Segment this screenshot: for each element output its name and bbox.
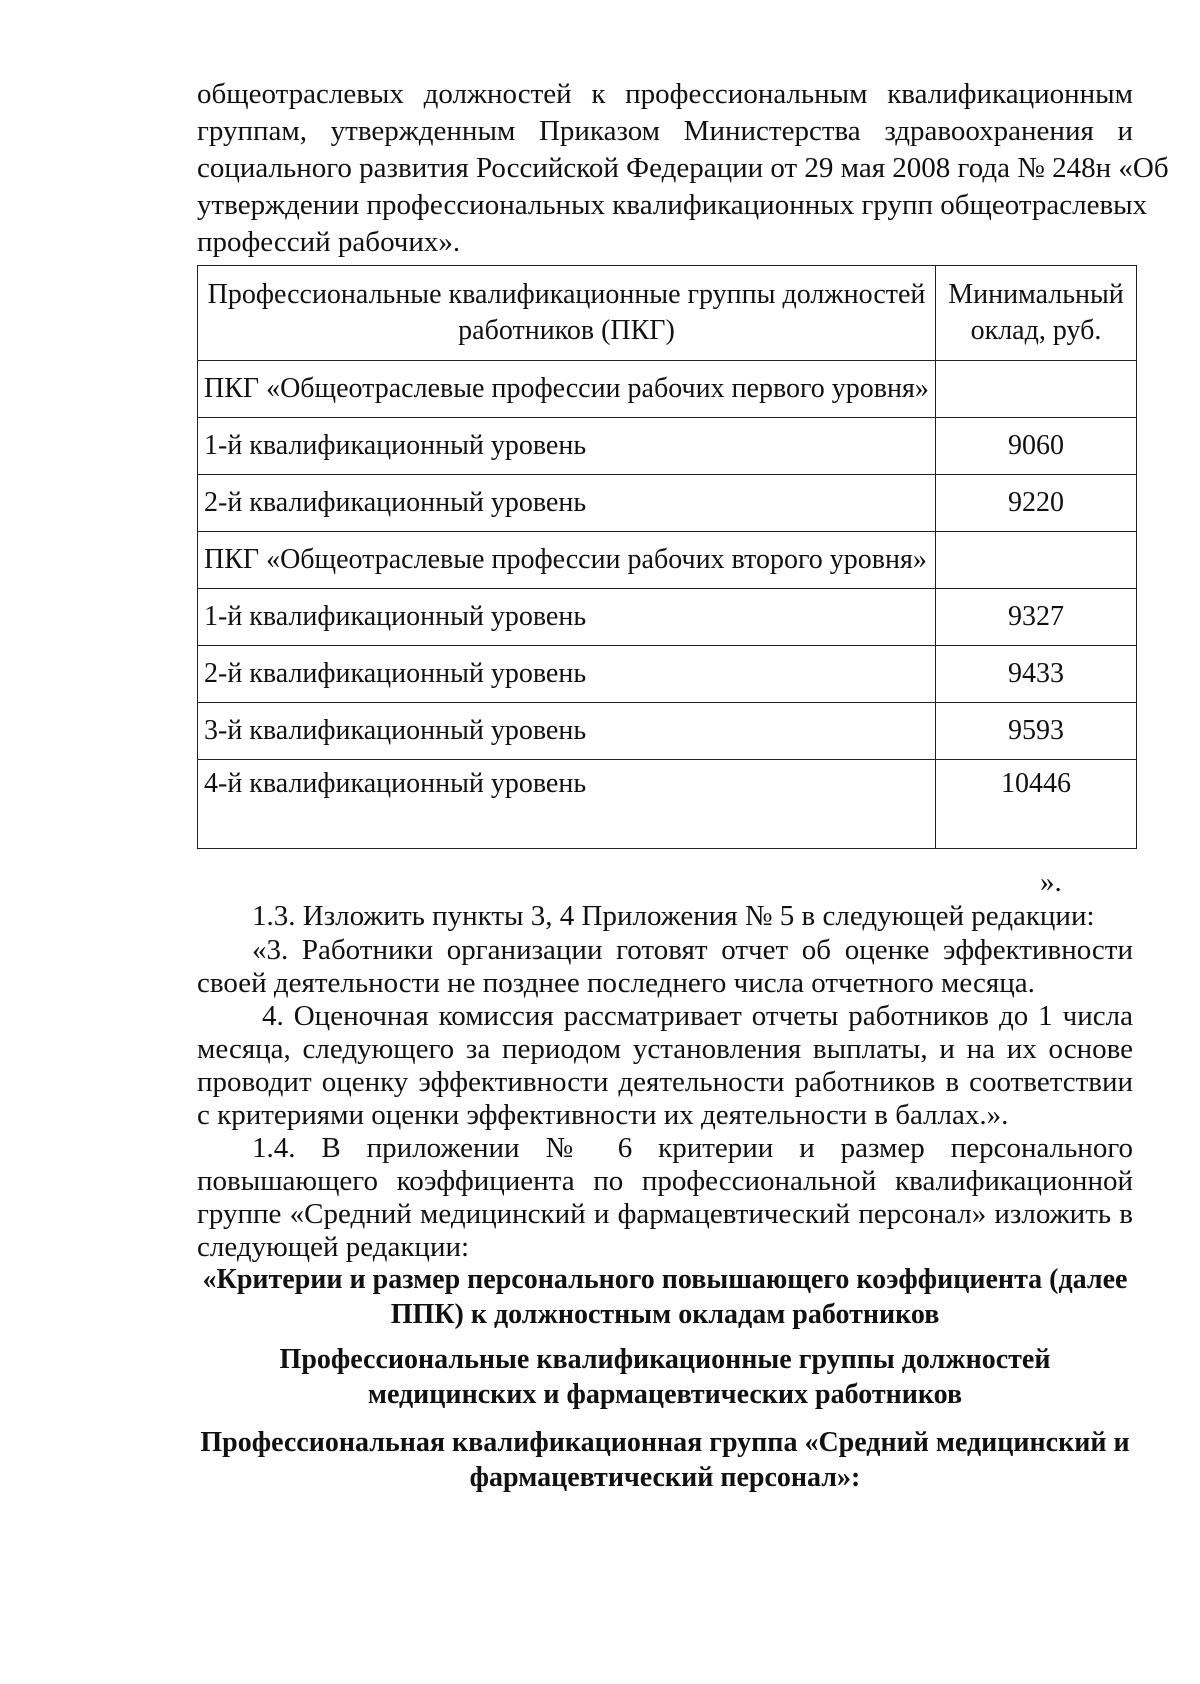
pkg-nursing-title: Профессиональная квалификационная группа «Средний медицинский и фармацевтический персонал»: <box>200 1427 1130 1493</box>
closing-quote: ». <box>1040 866 1062 898</box>
row-name: ПКГ «Общеотраслевые профессии рабочих второго уровня» <box>198 532 936 589</box>
row-value: 9327 <box>936 589 1137 646</box>
intro-line: профессий рабочих». <box>197 226 461 258</box>
intro-paragraph <box>197 76 1169 261</box>
table-row <box>198 646 1137 703</box>
intro-line: утверждении профессиональных квалификационных групп общеотраслевых <box>197 189 1148 221</box>
row-value: 10446 <box>936 760 1137 849</box>
paragraph-3: «3. Работники организации готовят отчет об оценке эффективности своей деятельности не позднее последнего числа отчетного месяца. <box>197 934 1133 999</box>
intro-line: социального развития Российской Федерации от 29 мая 2008 года № 248н «Об <box>197 152 1169 184</box>
pkg-medical-title: Профессиональные квалификационные группы должностей медицинских и фармацевтических работников <box>279 1344 1051 1410</box>
criteria-title: «Критерии и размер персонального повышающего коэффициента (далее ППК) к должностным окладам работников <box>202 1264 1128 1330</box>
paragraph-1-4: 1.4. В приложении № 6 критерии и размер персонального повышающего коэффициента по профессиональной квалификационной группе «Средний медицинский и фармацевтический персонал» изложить в следующей редакции: <box>197 1132 1133 1263</box>
header-pkg-column: Профессиональные квалификационные группы должностей работников (ПКГ) <box>198 266 936 361</box>
table-row <box>198 418 1137 475</box>
table-row <box>198 361 1137 418</box>
table-row <box>198 532 1137 589</box>
paragraph-4: 4. Оценочная комиссия рассматривает отчеты работников до 1 числа месяца, следующего за периодом установления выплаты, и на их основе проводит оценку эффективности деятельности работников в соответствии с критериями оценки эффективности их деятельности в баллах.». <box>197 1000 1133 1131</box>
row-value <box>936 532 1137 589</box>
row-name: ПКГ «Общеотраслевые профессии рабочих первого уровня» <box>198 361 936 418</box>
paragraph-1-3: 1.3. Изложить пункты 3, 4 Приложения № 5 в следующей редакции: <box>252 900 1095 932</box>
row-name: 2-й квалификационный уровень <box>198 475 936 532</box>
row-name: 3-й квалификационный уровень <box>198 703 936 760</box>
intro-line: группам, утвержденным Приказом Министерства здравоохранения и <box>197 115 1133 147</box>
table-row <box>198 475 1137 532</box>
salary-table <box>197 265 1137 849</box>
header-salary-column: Минимальный оклад, руб. <box>936 266 1137 361</box>
table-row <box>198 760 1137 849</box>
row-value: 9220 <box>936 475 1137 532</box>
table-row <box>198 703 1137 760</box>
row-name: 1-й квалификационный уровень <box>198 589 936 646</box>
row-value: 9060 <box>936 418 1137 475</box>
row-name: 2-й квалификационный уровень <box>198 646 936 703</box>
table-row <box>198 589 1137 646</box>
row-value: 9593 <box>936 703 1137 760</box>
row-value: 9433 <box>936 646 1137 703</box>
row-value <box>936 361 1137 418</box>
row-name: 1-й квалификационный уровень <box>198 418 936 475</box>
table-header-row <box>198 266 1137 361</box>
intro-line: общеотраслевых должностей к профессиональным квалификационным <box>197 78 1133 110</box>
row-name: 4-й квалификационный уровень <box>198 760 936 849</box>
